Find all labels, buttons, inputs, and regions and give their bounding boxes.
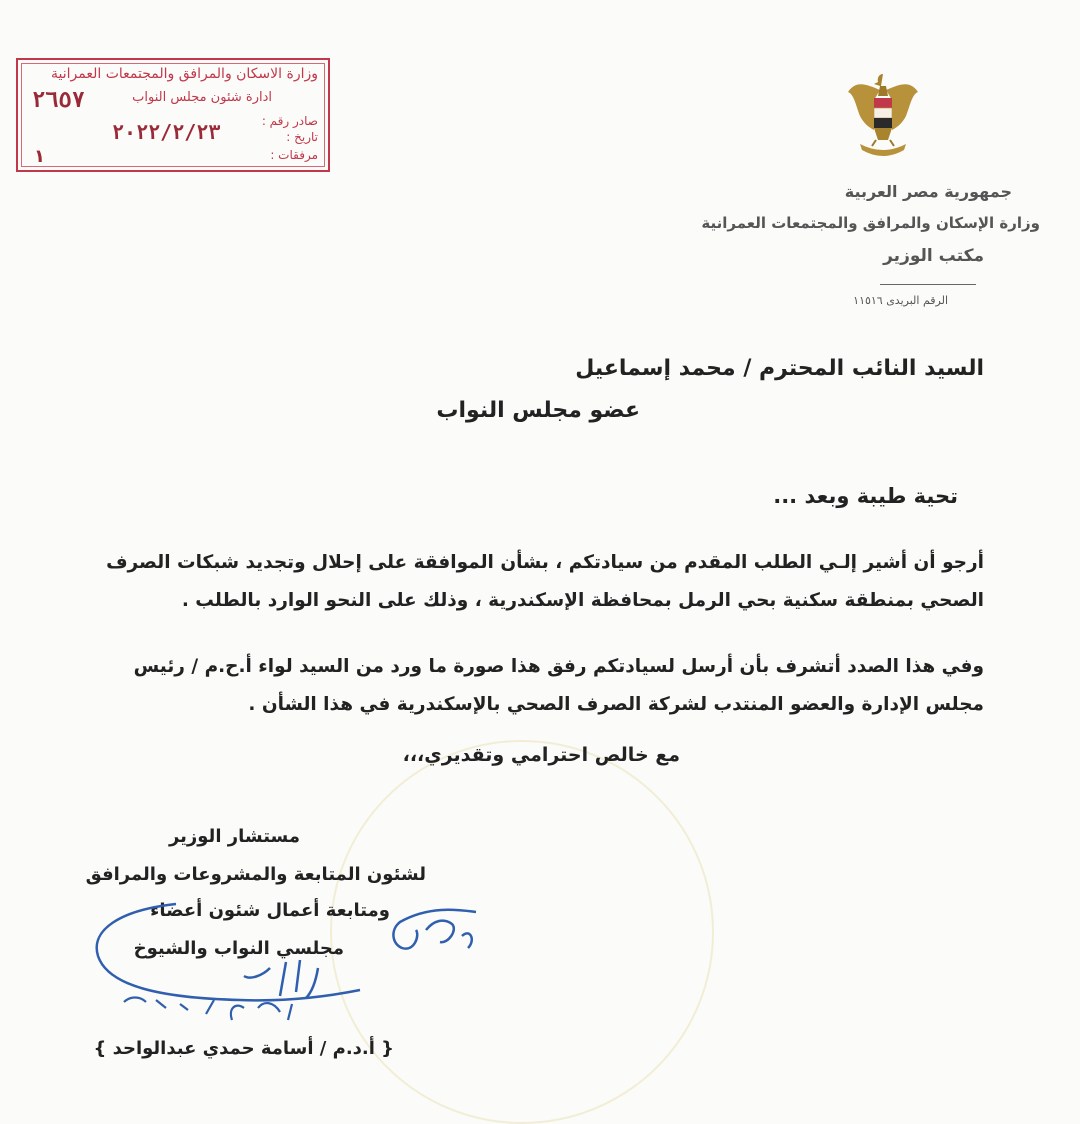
header-divider (880, 284, 976, 285)
stamp-ministry: وزارة الاسكان والمرافق والمجتمعات العمرانية (51, 66, 318, 82)
stamp-date-label: تاريخ : (286, 130, 318, 144)
closing: مع خالص احترامي وتقديري،،، (402, 744, 680, 766)
stamp-department: ادارة شئون مجلس النواب (132, 90, 272, 105)
signature-role-3: مجلسي النواب والشيوخ (133, 938, 344, 959)
ministry-name: وزارة الإسكان والمرافق والمجتمعات العمرانية (701, 214, 1040, 232)
stamp-attachments-label: مرفقات : (270, 148, 318, 162)
signatory-name: { أ.د.م / أسامة حمدي عبدالواحد } (93, 1038, 394, 1059)
paragraph-2-line-2: مجلس الإدارة والعضو المنتدب لشركة الصرف الصحي بالإسكندرية في هذا الشأن . (248, 694, 984, 715)
paragraph-2-line-1: وفي هذا الصدد أتشرف بأن أرسل لسيادتكم رفق هذا صورة ما ورد من السيد لواء أ.ح.م / رئيس (133, 656, 984, 677)
paragraph-1-line-2: الصحي بمنطقة سكنية بحي الرمل بمحافظة الإسكندرية ، وذلك على النحو الوارد بالطلب . (181, 590, 984, 611)
stamp-attachments: ١ (34, 146, 45, 167)
greeting: تحية طيبة وبعد ... (773, 484, 958, 508)
addressee: السيد النائب المحترم / محمد إسماعيل (575, 356, 984, 381)
registration-stamp (16, 58, 330, 172)
postal-code: الرقم البريدى ١١٥١٦ (853, 294, 948, 307)
paragraph-1-line-1: أرجو أن أشير إلـي الطلب المقدم من سيادتكم ، بشأن الموافقة على إحلال وتجديد شبكات الصرف (106, 552, 984, 573)
signature-title: مستشار الوزير (168, 826, 300, 847)
faint-seal-circle (330, 740, 714, 1124)
republic-name: جمهورية مصر العربية (844, 182, 1012, 201)
signature-role-1: لشئون المتابعة والمشروعات والمرافق (85, 864, 426, 885)
signature-role-2: ومتابعة أعمال شئون أعضاء (150, 900, 390, 921)
addressee-title: عضو مجلس النواب (436, 398, 640, 423)
minister-office: مكتب الوزير (883, 246, 984, 266)
stamp-outgoing-label: صادر رقم : (261, 114, 318, 128)
stamp-number: ٢٦٥٧ (32, 88, 85, 113)
stamp-date: ٢٠٢٢/٢/٢٣ (112, 120, 221, 144)
eagle-emblem-icon (846, 70, 920, 162)
